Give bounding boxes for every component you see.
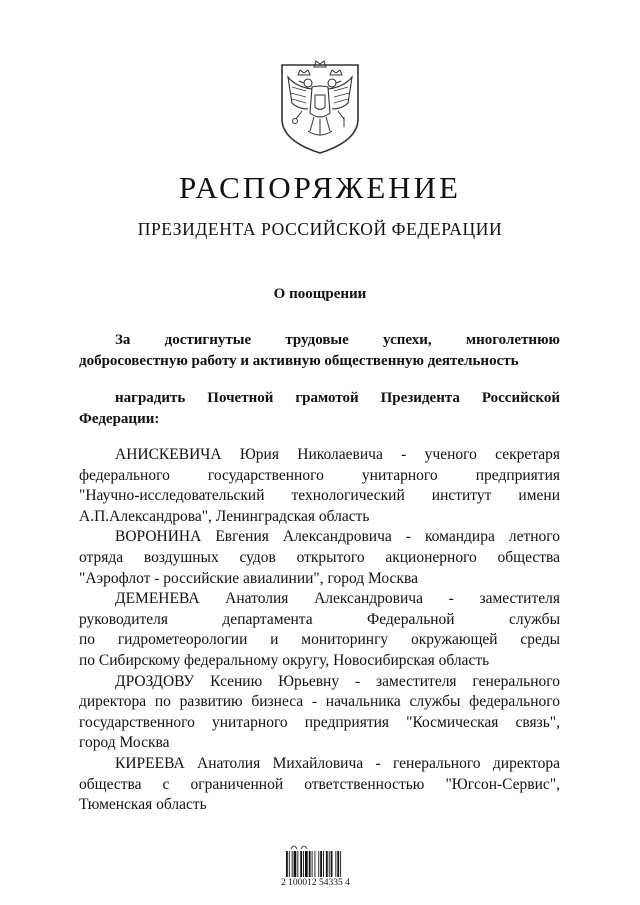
recipient-entry	[79, 754, 560, 816]
intro-line: добросовестную работу и активную общественную деятельность	[79, 353, 519, 369]
recipient-line: по Сибирскому федеральному округу, Новосибирская область	[79, 651, 490, 669]
intro-line: За достигнутые трудовые успехи, многолетнюю	[115, 332, 560, 348]
recipient-entry	[79, 527, 560, 589]
recipient-line: А.П.Александрова", Ленинградская область	[79, 507, 370, 525]
document-title: РАСПОРЯЖЕНИЕ	[179, 170, 461, 205]
recipient-line: город Москва	[79, 734, 170, 752]
recipient-line: руководителя департамента Федеральной службы	[79, 610, 560, 628]
award-paragraph	[79, 388, 560, 430]
recipient-line: по гидрометеорологии и мониторингу окружающей среды	[79, 631, 560, 649]
recipient-line: директора по развитию бизнеса - начальника службы федерального	[79, 693, 560, 711]
recipient-line: КИРЕЕВА Анатолия Михайловича - генерального директора	[115, 754, 560, 772]
recipient-line: "Научно-исследовательский технологический институт имени	[79, 487, 560, 505]
recipients-list	[79, 445, 560, 816]
recipient-line: общества с ограниченной ответственностью "Югсон-Сервис",	[79, 775, 560, 793]
barcode-number: 2 100012 54335 4	[281, 878, 350, 888]
recipient-line: ДРОЗДОВУ Ксению Юрьевну - заместителя генерального	[115, 672, 560, 690]
recipient-line: федерального государственного унитарного предприятия	[79, 466, 560, 484]
recipient-line: ВОРОНИНА Евгения Александровича - командира летного	[115, 528, 560, 546]
document-subtitle: ПРЕЗИДЕНТА РОССИЙСКОЙ ФЕДЕРАЦИИ	[137, 219, 503, 239]
recipient-line: АНИСКЕВИЧА Юрия Николаевича - ученого секретаря	[115, 446, 560, 463]
recipient-line: отряда воздушных судов открытого акционерного общества	[79, 548, 560, 566]
recipient-line: государственного унитарного предприятия "Космическая связь",	[79, 713, 560, 731]
award-line: наградить Почетной грамотой Президента Российской	[115, 390, 560, 406]
recipient-entry	[79, 445, 560, 527]
recipient-line: "Аэрофлот - российские авиалинии", город Москва	[79, 569, 418, 587]
recipient-entry	[79, 589, 560, 671]
recipient-line: Тюменская область	[79, 796, 207, 814]
intro-paragraph	[79, 330, 560, 372]
russian-coat-of-arms-icon	[278, 57, 362, 155]
document-heading: О поощрении	[273, 286, 367, 302]
barcode-icon	[285, 843, 363, 879]
recipient-line: ДЕМЕНЕВА Анатолия Александровича - заместителя	[115, 590, 560, 608]
recipient-entry	[79, 672, 560, 754]
award-line: Федерации:	[79, 411, 160, 427]
